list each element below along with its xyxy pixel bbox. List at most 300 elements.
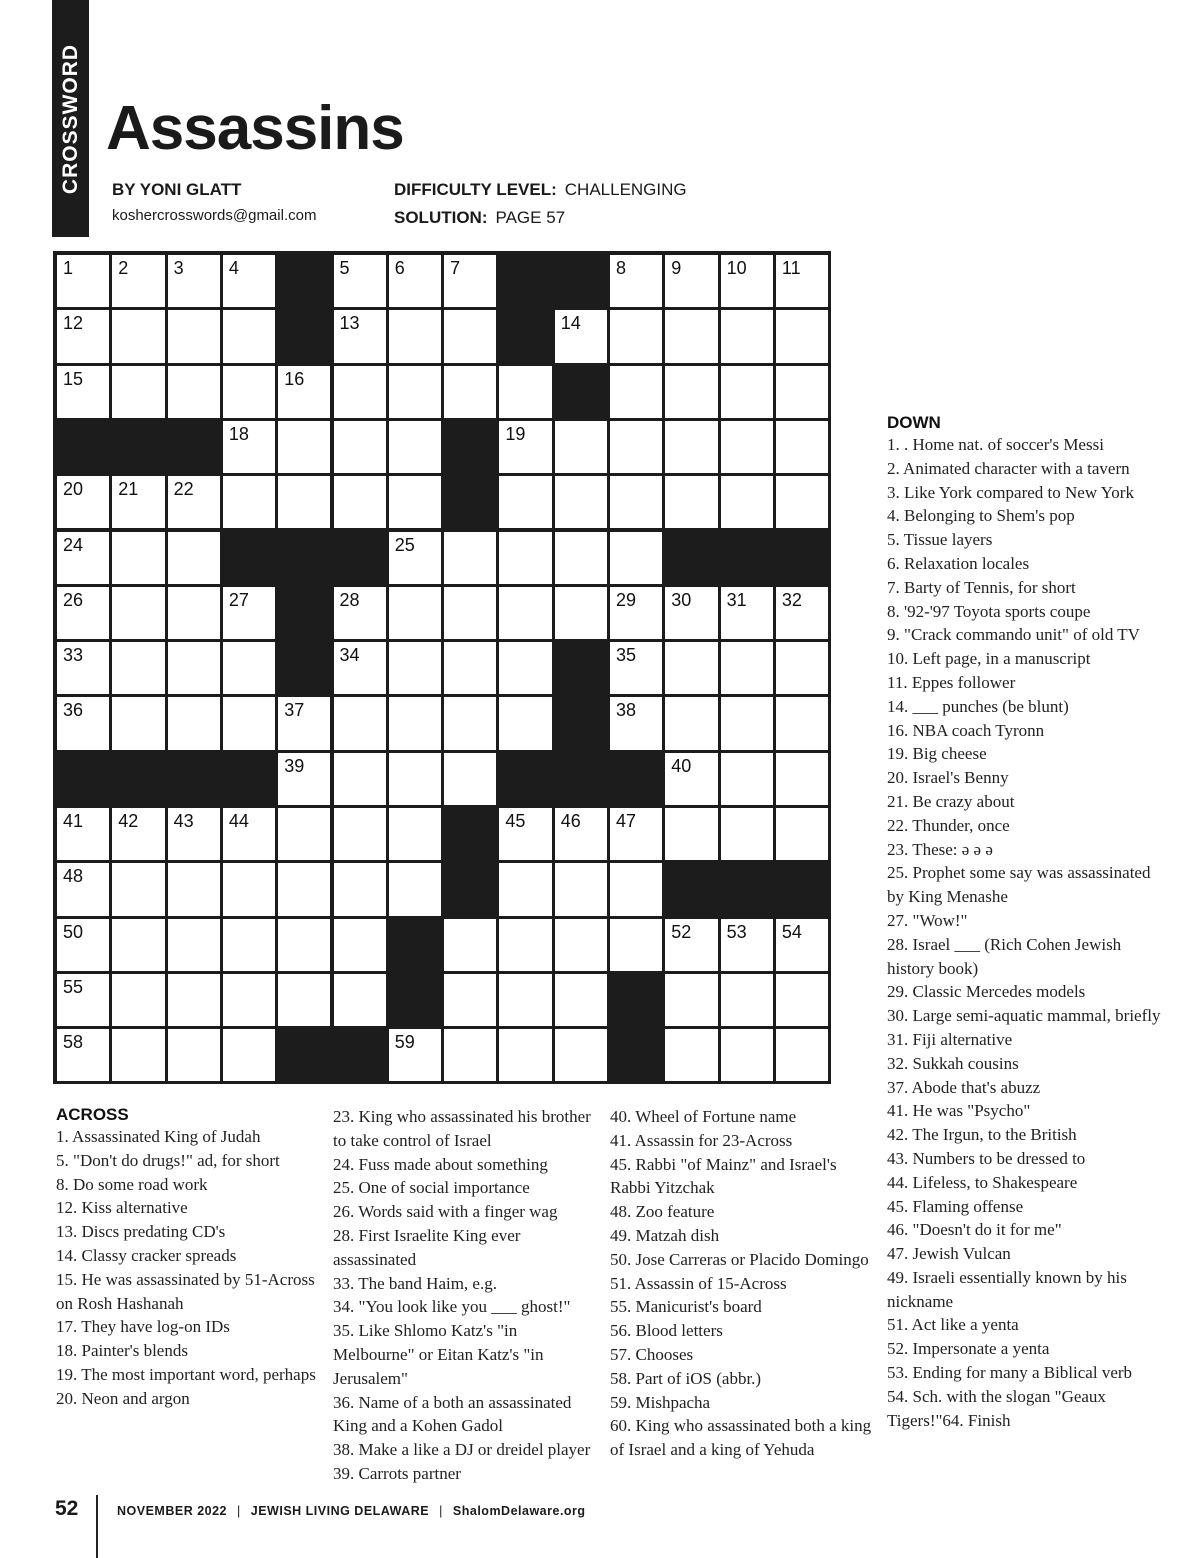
down-clue: 43. Numbers to be dressed to — [887, 1148, 1086, 1168]
footer-separator: | — [439, 1504, 443, 1518]
grid-cell[interactable] — [389, 753, 441, 805]
grid-cell[interactable] — [721, 697, 773, 749]
footer-website: ShalomDelaware.org — [452, 1504, 586, 1518]
grid-cell[interactable] — [444, 697, 496, 749]
grid-cell[interactable] — [112, 310, 164, 362]
grid-cell[interactable] — [389, 863, 441, 915]
grid-cell[interactable] — [499, 1029, 551, 1081]
grid-cell[interactable] — [610, 255, 662, 307]
grid-cell[interactable] — [444, 642, 496, 694]
across-clue: 38. Make a like a DJ or dreidel player — [333, 1440, 591, 1460]
cell-number: 9 — [671, 258, 682, 278]
grid-cell[interactable] — [57, 476, 109, 528]
grid-cell[interactable] — [610, 366, 662, 418]
grid-cell[interactable] — [112, 697, 164, 749]
grid-cell[interactable] — [610, 587, 662, 639]
cell-number: 14 — [560, 313, 581, 334]
grid-cell[interactable] — [389, 310, 441, 362]
across-clue: 26. Words said with a finger wag — [333, 1202, 558, 1222]
down-clue: 6. Relaxation locales — [887, 553, 1030, 573]
grid-cell[interactable] — [334, 310, 386, 362]
down-column — [887, 413, 1162, 1432]
cell-number: 27 — [228, 589, 249, 610]
cell-number: 55 — [63, 976, 84, 997]
across-clue: 50. Jose Carreras or Placido Domingo — [610, 1249, 869, 1269]
grid-cell[interactable] — [112, 919, 164, 971]
grid-cell[interactable] — [665, 366, 717, 418]
cell-number: 8 — [616, 258, 627, 278]
across-clue: 34. "You look like you ___ ghost!" — [333, 1297, 571, 1317]
section-tab-label: CROSSWORD — [58, 43, 82, 194]
grid-cell[interactable] — [334, 697, 386, 749]
grid-cell[interactable] — [112, 1029, 164, 1081]
across-clue: 12. Kiss alternative — [56, 1198, 188, 1218]
grid-cell[interactable] — [555, 974, 607, 1026]
grid-cell[interactable] — [334, 642, 386, 694]
grid-cell[interactable] — [278, 421, 330, 473]
down-clue: 49. Israeli essentially known by his nickname — [887, 1267, 1127, 1311]
cell-number: 50 — [63, 921, 84, 942]
grid-cell[interactable] — [334, 919, 386, 971]
cell-number: 3 — [173, 258, 184, 278]
grid-cell[interactable] — [610, 697, 662, 749]
cell-number: 34 — [339, 645, 360, 666]
across-clue: 25. One of social importance — [333, 1178, 530, 1198]
cell-number: 36 — [63, 700, 84, 721]
grid-cell[interactable] — [57, 587, 109, 639]
grid-cell[interactable] — [223, 255, 275, 307]
grid-cell[interactable] — [665, 919, 717, 971]
cell-number: 11 — [781, 258, 801, 278]
cell-number: 2 — [118, 258, 129, 278]
across-clue: 56. Blood letters — [610, 1321, 723, 1341]
grid-cell[interactable] — [721, 587, 773, 639]
difficulty-label: DIFFICULTY LEVEL: — [394, 180, 557, 199]
cell-number: 12 — [63, 313, 84, 334]
down-clue: 53. Ending for many a Biblical verb — [887, 1363, 1133, 1383]
grid-cell[interactable] — [776, 808, 828, 860]
across-clue: 40. Wheel of Fortune name — [610, 1107, 797, 1126]
grid-cell[interactable] — [57, 919, 109, 971]
grid-cell[interactable] — [610, 808, 662, 860]
across-clue: 41. Assassin for 23-Across — [610, 1130, 793, 1150]
cell-number: 54 — [781, 921, 802, 942]
grid-cell[interactable] — [444, 532, 496, 584]
grid-cell[interactable] — [555, 532, 607, 584]
grid-cell[interactable] — [223, 697, 275, 749]
across-clue: 13. Discs predating CD's — [56, 1222, 226, 1242]
across-clue: 19. The most important word, perhaps — [56, 1364, 316, 1384]
grid-cell[interactable] — [776, 310, 828, 362]
down-clue: 52. Impersonate a yenta — [887, 1339, 1050, 1359]
across-clue: 28. First Israelite King ever assassinated — [333, 1225, 521, 1269]
grid-cell[interactable] — [57, 808, 109, 860]
grid-cell[interactable] — [223, 919, 275, 971]
grid-cell[interactable] — [721, 366, 773, 418]
down-heading: DOWN — [887, 413, 941, 432]
down-clue: 23. These: ə ə ə — [887, 839, 993, 859]
grid-cell[interactable] — [776, 697, 828, 749]
footer-publication: JEWISH LIVING DELAWARE — [250, 1504, 430, 1518]
grid-cell[interactable] — [665, 310, 717, 362]
down-clue: 31. Fiji alternative — [887, 1029, 1013, 1049]
grid-cell[interactable] — [610, 919, 662, 971]
down-clue: 20. Israel's Benny — [887, 768, 1009, 788]
grid-cell[interactable] — [721, 255, 773, 307]
grid-cell[interactable] — [112, 532, 164, 584]
grid-cell[interactable] — [112, 587, 164, 639]
across-clue: 20. Neon and argon — [56, 1388, 190, 1408]
grid-cell[interactable] — [499, 366, 551, 418]
cell-number: 59 — [394, 1032, 415, 1053]
grid-cell[interactable] — [665, 808, 717, 860]
grid-cell[interactable] — [334, 476, 386, 528]
cell-number: 5 — [339, 258, 350, 278]
grid-cell[interactable] — [278, 753, 330, 805]
grid-cell[interactable] — [776, 366, 828, 418]
grid-cell[interactable] — [223, 587, 275, 639]
cell-number: 21 — [118, 479, 139, 500]
grid-cell[interactable] — [389, 366, 441, 418]
grid-cell[interactable] — [334, 421, 386, 473]
grid-cell[interactable] — [57, 366, 109, 418]
grid-cell[interactable] — [389, 697, 441, 749]
grid-cell[interactable] — [721, 1029, 773, 1081]
grid-cell[interactable] — [278, 697, 330, 749]
solution-row — [394, 208, 565, 228]
cell-number: 58 — [63, 1032, 84, 1053]
grid-cell[interactable] — [112, 863, 164, 915]
across-clue: 1. Assassinated King of Judah — [56, 1127, 261, 1146]
cell-number: 53 — [726, 921, 747, 942]
grid-cell[interactable] — [610, 421, 662, 473]
across-clue: 58. Part of iOS (abbr.) — [610, 1368, 762, 1388]
grid-cell[interactable] — [499, 919, 551, 971]
grid-cell[interactable] — [499, 974, 551, 1026]
grid-cell[interactable] — [776, 642, 828, 694]
down-clue: 22. Thunder, once — [887, 815, 1010, 835]
cell-number: 15 — [63, 368, 84, 389]
grid-cell[interactable] — [499, 421, 551, 473]
grid-cell[interactable] — [168, 642, 220, 694]
grid-cell[interactable] — [665, 476, 717, 528]
grid-cell[interactable] — [168, 1029, 220, 1081]
across-clue: 39. Carrots partner — [333, 1463, 461, 1483]
cell-number: 31 — [726, 589, 747, 610]
cell-number: 46 — [560, 811, 581, 831]
cell-number: 19 — [505, 423, 526, 444]
grid-cell[interactable] — [665, 974, 717, 1026]
cell-number: 25 — [394, 534, 415, 555]
cell-number: 24 — [63, 534, 84, 555]
grid-cell[interactable] — [499, 863, 551, 915]
difficulty-row — [394, 180, 687, 200]
grid-cell[interactable] — [168, 587, 220, 639]
footer-separator: | — [237, 1504, 241, 1518]
grid-cell[interactable] — [168, 310, 220, 362]
grid-cell[interactable] — [334, 808, 386, 860]
grid-cell[interactable] — [721, 476, 773, 528]
down-clue: 25. Prophet some say was assassinated by King Menashe — [887, 863, 1151, 907]
cell-number: 30 — [671, 589, 692, 610]
across-clue: 49. Matzah dish — [610, 1225, 720, 1245]
grid-cell[interactable] — [389, 421, 441, 473]
down-clue: 10. Left page, in a manuscript — [887, 649, 1091, 669]
grid-cell[interactable] — [776, 587, 828, 639]
across-clue: 8. Do some road work — [56, 1174, 208, 1194]
grid-cell[interactable] — [444, 974, 496, 1026]
grid-cell[interactable] — [665, 697, 717, 749]
across-column-3 — [610, 1105, 878, 1462]
cell-number: 22 — [173, 479, 194, 500]
down-clue: 41. He was "Psycho" — [887, 1101, 1031, 1121]
grid-cell[interactable] — [57, 697, 109, 749]
grid-cell[interactable] — [555, 310, 607, 362]
grid-cell[interactable] — [278, 476, 330, 528]
footer-divider — [96, 1495, 98, 1558]
down-clue: 11. Eppes follower — [887, 672, 1016, 692]
down-clue: 3. Like York compared to New York — [887, 482, 1134, 502]
grid-cell[interactable] — [444, 753, 496, 805]
grid-cell[interactable] — [444, 587, 496, 639]
across-clue: 36. Name of a both an assassinated King and a Kohen Gadol — [333, 1392, 572, 1436]
grid-cell[interactable] — [721, 974, 773, 1026]
grid-cell[interactable] — [665, 1029, 717, 1081]
grid-cell[interactable] — [555, 919, 607, 971]
grid-cell[interactable] — [168, 366, 220, 418]
grid-cell[interactable] — [389, 1029, 441, 1081]
down-clue: 54. Sch. with the slogan "Geaux Tigers!"64. Finish — [887, 1386, 1106, 1430]
crossword-grid — [53, 251, 831, 1084]
grid-cell[interactable] — [389, 532, 441, 584]
cell-number: 6 — [394, 258, 405, 278]
grid-cell[interactable] — [112, 974, 164, 1026]
down-clue: 51. Act like a yenta — [887, 1315, 1019, 1335]
across-clue: 23. King who assassinated his brother to take control of Israel — [333, 1107, 591, 1150]
grid-cell[interactable] — [721, 753, 773, 805]
grid-cell[interactable] — [168, 863, 220, 915]
grid-cell[interactable] — [57, 1029, 109, 1081]
grid-cell[interactable] — [278, 974, 330, 1026]
grid-cell[interactable] — [334, 753, 386, 805]
grid-cell[interactable] — [721, 642, 773, 694]
grid-cell[interactable] — [168, 697, 220, 749]
cell-number: 1 — [63, 258, 74, 278]
page-number: 52 — [55, 1497, 79, 1520]
grid-cell[interactable] — [555, 863, 607, 915]
grid-cell[interactable] — [555, 808, 607, 860]
solution-label: SOLUTION: — [394, 208, 488, 227]
cell-number: 10 — [726, 258, 747, 278]
footer-text — [117, 1504, 586, 1518]
grid-cell[interactable] — [223, 366, 275, 418]
grid-cell[interactable] — [499, 476, 551, 528]
grid-cell[interactable] — [223, 808, 275, 860]
grid-cell[interactable] — [112, 255, 164, 307]
grid-cell[interactable] — [168, 255, 220, 307]
grid-cell[interactable] — [610, 532, 662, 584]
grid-cell[interactable] — [776, 919, 828, 971]
grid-cell[interactable] — [444, 1029, 496, 1081]
across-clue: 45. Rabbi "of Mainz" and Israel's Rabbi Yitzchak — [610, 1154, 837, 1198]
across-clue: 17. They have log-on IDs — [56, 1317, 230, 1337]
cell-number: 42 — [118, 811, 139, 831]
cell-number: 26 — [63, 589, 84, 610]
grid-cell[interactable] — [223, 863, 275, 915]
cell-number: 47 — [616, 811, 637, 831]
grid-cell[interactable] — [665, 255, 717, 307]
across-clue: 14. Classy cracker spreads — [56, 1245, 237, 1265]
grid-cell[interactable] — [223, 974, 275, 1026]
grid-cell[interactable] — [168, 808, 220, 860]
grid-cell[interactable] — [499, 587, 551, 639]
grid-cell[interactable] — [499, 808, 551, 860]
grid-cell[interactable] — [168, 919, 220, 971]
grid-cell[interactable] — [223, 421, 275, 473]
cell-number: 44 — [228, 811, 249, 831]
grid-cell[interactable] — [776, 974, 828, 1026]
across-clue: 48. Zoo feature — [610, 1202, 715, 1222]
down-clue: 32. Sukkah cousins — [887, 1053, 1019, 1073]
grid-cell[interactable] — [444, 919, 496, 971]
cell-number: 43 — [173, 811, 194, 831]
grid-cell[interactable] — [112, 476, 164, 528]
grid-cell[interactable] — [665, 587, 717, 639]
grid-cell[interactable] — [168, 532, 220, 584]
grid-cell[interactable] — [334, 974, 386, 1026]
grid-cell[interactable] — [776, 421, 828, 473]
cell-number: 38 — [616, 700, 637, 721]
grid-cell[interactable] — [57, 642, 109, 694]
grid-cell[interactable] — [278, 919, 330, 971]
grid-cell[interactable] — [223, 1029, 275, 1081]
grid-cell[interactable] — [499, 532, 551, 584]
cell-number: 33 — [63, 645, 84, 666]
grid-cell[interactable] — [334, 863, 386, 915]
grid-cell[interactable] — [334, 366, 386, 418]
grid-cell[interactable] — [57, 532, 109, 584]
down-clue: 8. '92-'97 Toyota sports coupe — [887, 601, 1091, 621]
solution-value: PAGE 57 — [495, 208, 566, 227]
grid-cell[interactable] — [555, 476, 607, 528]
grid-cell[interactable] — [499, 642, 551, 694]
grid-cell[interactable] — [168, 476, 220, 528]
grid-cell[interactable] — [555, 587, 607, 639]
across-column-1 — [56, 1105, 324, 1411]
grid-cell[interactable] — [112, 642, 164, 694]
grid-cell[interactable] — [278, 863, 330, 915]
grid-cell[interactable] — [555, 421, 607, 473]
grid-cell[interactable] — [555, 1029, 607, 1081]
grid-cell[interactable] — [334, 587, 386, 639]
grid-cell[interactable] — [389, 255, 441, 307]
difficulty-value: CHALLENGING — [564, 180, 687, 199]
grid-cell[interactable] — [57, 974, 109, 1026]
cell-number: 20 — [63, 479, 84, 500]
grid-cell[interactable] — [57, 310, 109, 362]
grid-cell[interactable] — [444, 310, 496, 362]
grid-cell[interactable] — [776, 1029, 828, 1081]
grid-cell[interactable] — [444, 255, 496, 307]
grid-cell[interactable] — [665, 753, 717, 805]
grid-cell[interactable] — [223, 310, 275, 362]
down-clue: 28. Israel ___ (Rich Cohen Jewish history book) — [887, 934, 1122, 978]
down-clue: 4. Belonging to Shem's pop — [887, 506, 1075, 526]
cell-number: 45 — [505, 811, 526, 831]
grid-cell[interactable] — [389, 808, 441, 860]
across-heading: ACROSS — [56, 1105, 129, 1124]
grid-cell[interactable] — [665, 421, 717, 473]
across-clue: 24. Fuss made about something — [333, 1154, 548, 1174]
grid-cell[interactable] — [389, 642, 441, 694]
grid-cell[interactable] — [721, 808, 773, 860]
across-clue: 15. He was assassinated by 51-Across on Rosh Hashanah — [56, 1269, 315, 1313]
down-clue: 29. Classic Mercedes models — [887, 982, 1086, 1002]
grid-cell[interactable] — [665, 642, 717, 694]
grid-cell[interactable] — [57, 863, 109, 915]
grid-cell[interactable] — [112, 808, 164, 860]
across-clue: 18. Painter's blends — [56, 1341, 188, 1361]
across-column-2 — [333, 1105, 601, 1486]
grid-cell[interactable] — [334, 255, 386, 307]
down-clue: 47. Jewish Vulcan — [887, 1244, 1011, 1264]
down-clue: 2. Animated character with a tavern — [887, 458, 1130, 478]
grid-cell[interactable] — [610, 642, 662, 694]
down-clue: 46. "Doesn't do it for me" — [887, 1220, 1062, 1240]
grid-cell[interactable] — [278, 366, 330, 418]
across-clue: 51. Assassin of 15-Across — [610, 1273, 787, 1293]
section-tab — [52, 0, 89, 237]
grid-cell[interactable] — [499, 697, 551, 749]
grid-cell[interactable] — [57, 255, 109, 307]
down-clue: 19. Big cheese — [887, 744, 987, 764]
grid-cell[interactable] — [721, 310, 773, 362]
down-clue: 37. Abode that's abuzz — [887, 1077, 1041, 1097]
cell-number: 48 — [63, 866, 84, 887]
grid-cell[interactable] — [112, 366, 164, 418]
across-clue: 57. Chooses — [610, 1344, 694, 1364]
cell-number: 39 — [284, 755, 305, 776]
grid-cell[interactable] — [721, 421, 773, 473]
cell-number: 37 — [284, 700, 305, 721]
grid-cell[interactable] — [223, 642, 275, 694]
grid-cell[interactable] — [721, 919, 773, 971]
grid-cell[interactable] — [223, 476, 275, 528]
cell-number: 28 — [339, 589, 360, 610]
grid-cell[interactable] — [278, 808, 330, 860]
down-clue: 7. Barty of Tennis, for short — [887, 577, 1076, 597]
grid-cell[interactable] — [168, 974, 220, 1026]
grid-cell[interactable] — [610, 863, 662, 915]
down-clue: 21. Be crazy about — [887, 791, 1015, 811]
across-clue: 59. Mishpacha — [610, 1392, 711, 1412]
grid-cell[interactable] — [389, 476, 441, 528]
down-clue: 44. Lifeless, to Shakespeare — [887, 1172, 1078, 1192]
page-title: Assassins — [106, 94, 404, 163]
across-clue: 35. Like Shlomo Katz's "in Melbourne" or Eitan Katz's "in Jerusalem" — [333, 1321, 544, 1388]
grid-cell[interactable] — [776, 255, 828, 307]
across-clue: 55. Manicurist's board — [610, 1297, 762, 1317]
grid-cell[interactable] — [776, 753, 828, 805]
grid-cell[interactable] — [444, 366, 496, 418]
grid-cell[interactable] — [389, 587, 441, 639]
across-clue: 5. "Don't do drugs!" ad, for short — [56, 1150, 280, 1170]
grid-cell[interactable] — [610, 476, 662, 528]
grid-cell[interactable] — [776, 476, 828, 528]
cell-number: 52 — [671, 921, 692, 942]
cell-number: 32 — [781, 589, 802, 610]
grid-cell[interactable] — [610, 310, 662, 362]
